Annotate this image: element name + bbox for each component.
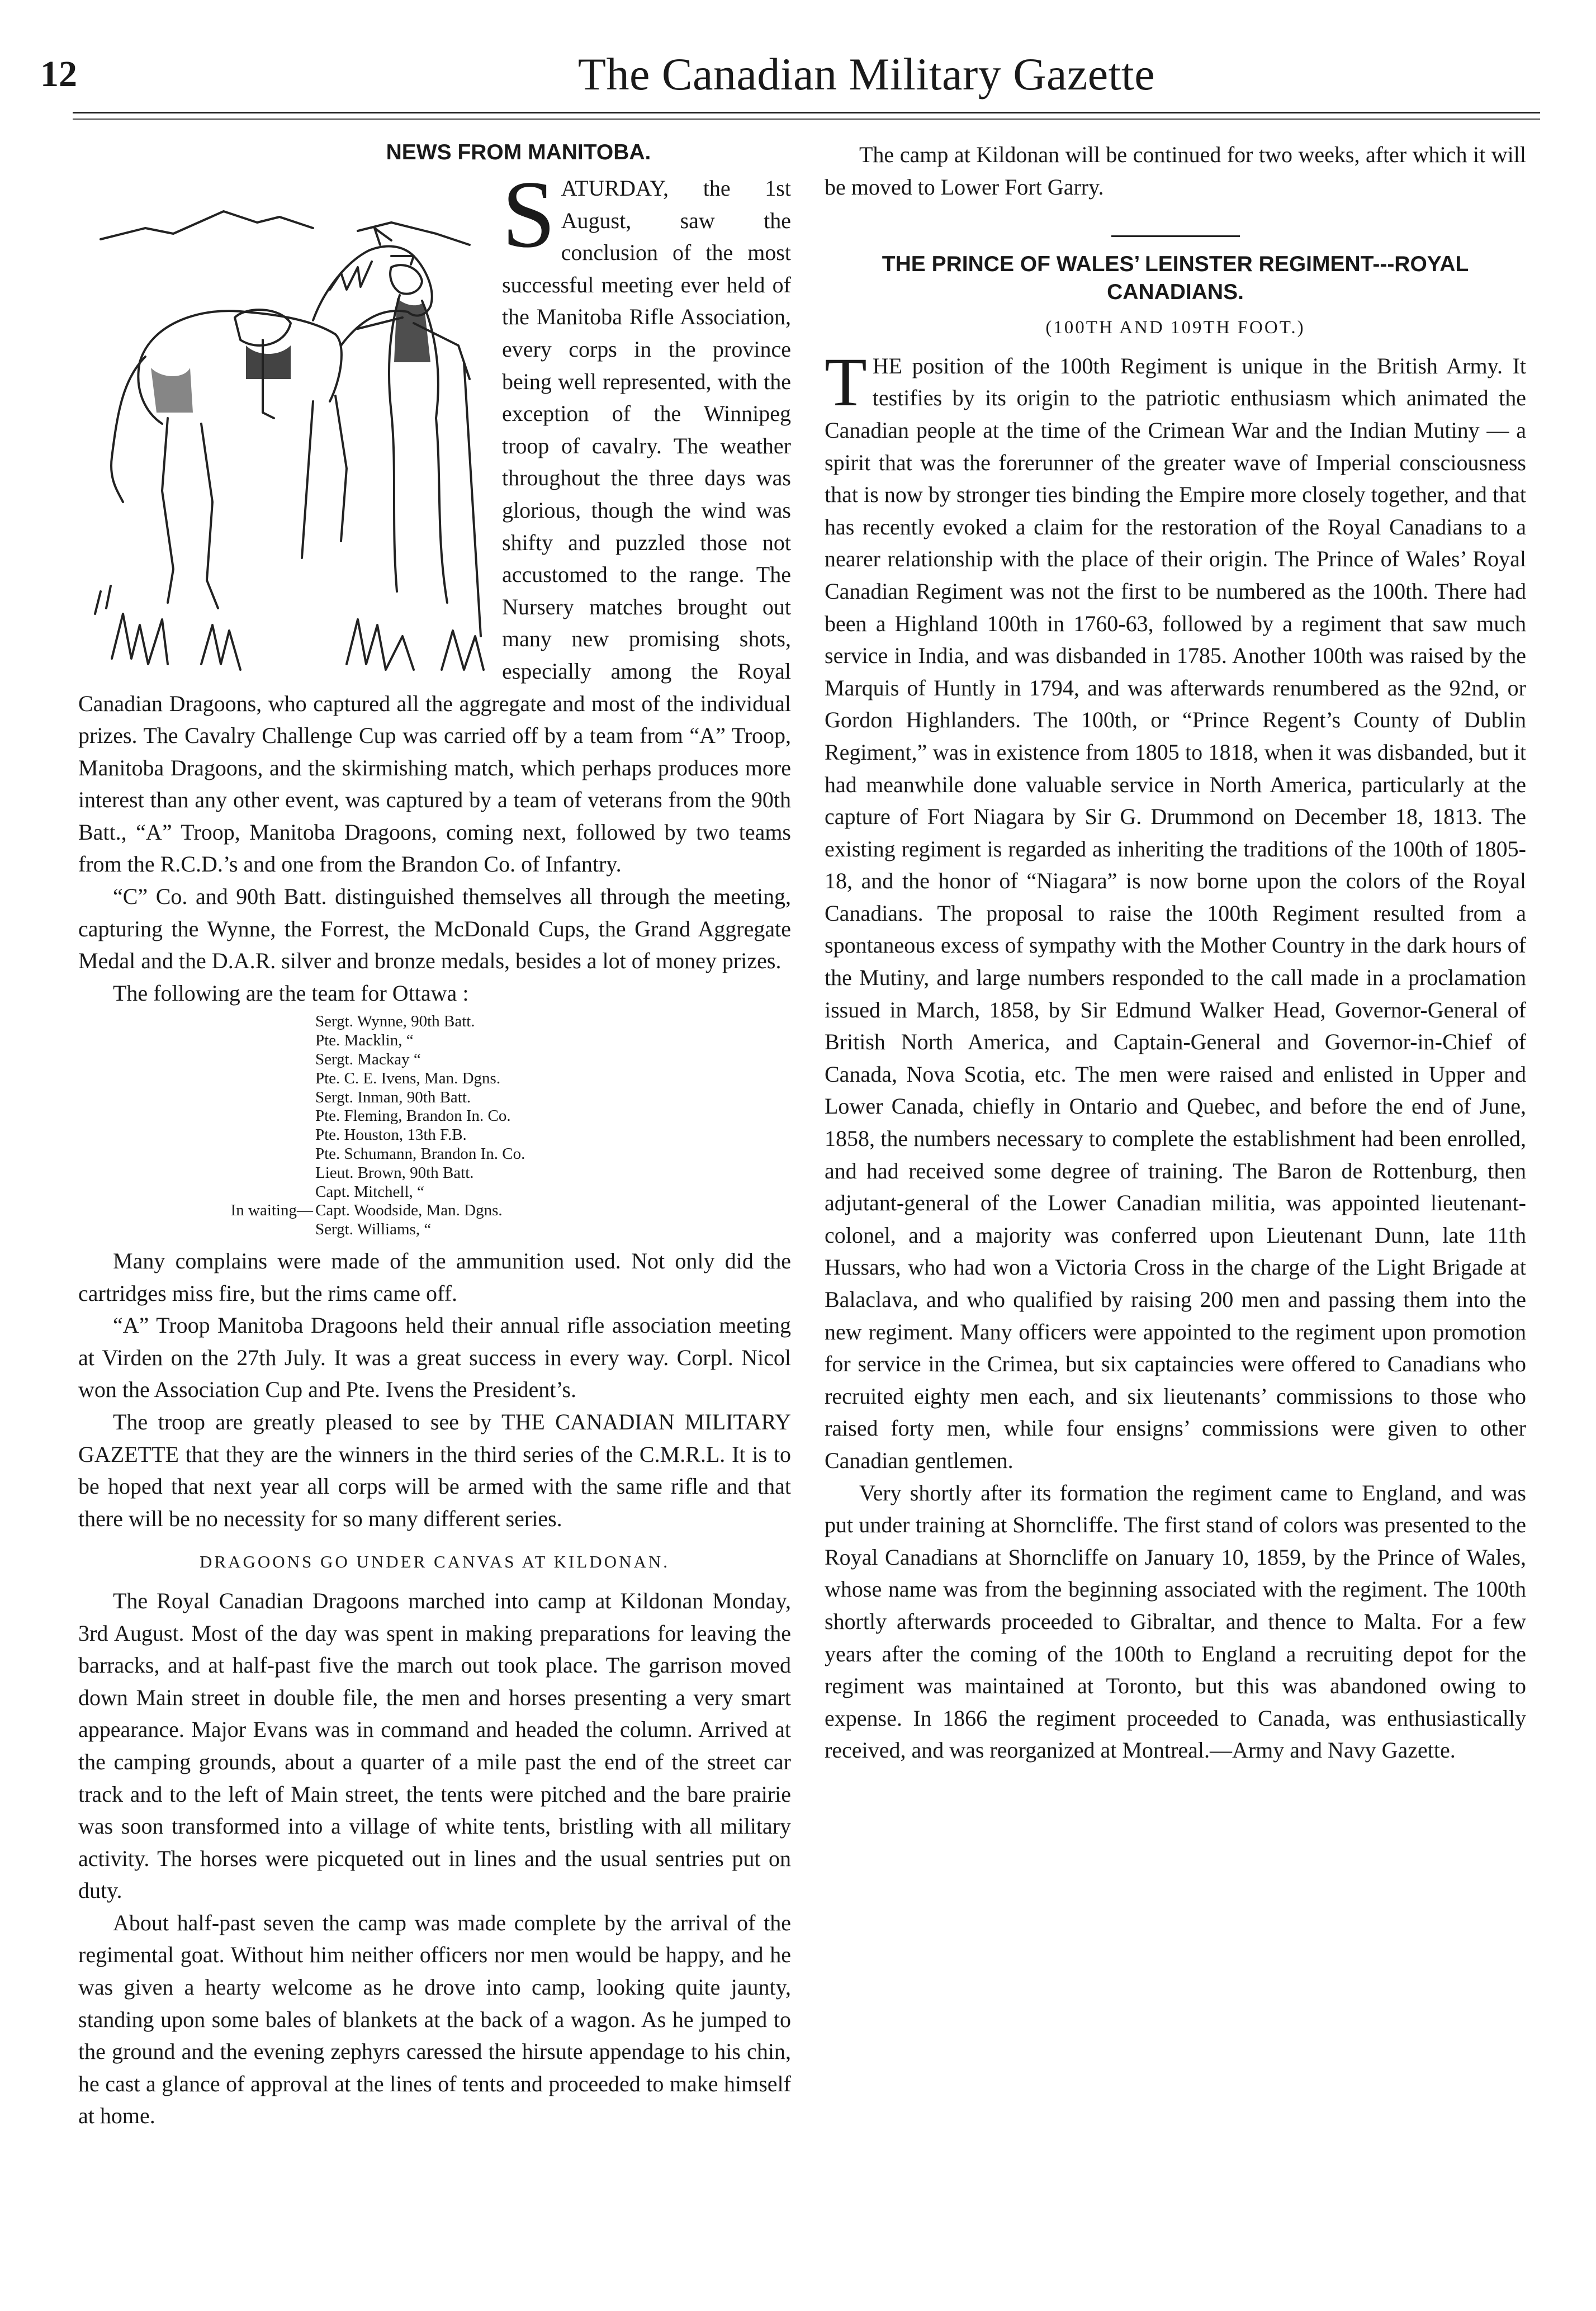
manitoba-heading: NEWS FROM MANITOBA. — [386, 140, 651, 164]
kildonan-paragraph-1: The Royal Canadian Dragoons marched into camp at Kildonan Monday, 3rd August. Most of the day was spent in making preparations for leaving the barracks, and at half-past five the march out took place. The garrison moved down Main street in double file, the men and horses presenting a very smart appearance. Major Evans was in command and headed the column. Arrived at the camping grounds, about a quarter of a mile past the end of the street car track and to the left of Main street, the tents were pitched and the bare prairie was soon transformed into a village of white tents, bristling with all military activity. The horses were picqueted out in lines and the usual sentries put on duty. — [78, 1588, 791, 1903]
team-member: Pte. C. E. Ivens, Man. Dgns. — [315, 1069, 501, 1087]
page-number: 12 — [40, 54, 77, 94]
right-column — [825, 139, 1526, 1767]
team-member: Pte. Fleming, Brandon In. Co. — [315, 1107, 511, 1125]
kildonan-paragraph-2: About half-past seven the camp was made complete by the arrival of the regimental goat. Without him neither officers nor men would be happy, and he was given a hearty welcome as he drove into camp, looking quite jaunty, standing upon some bales of blankets at the back of a wagon. As he jumped to the ground and the evening zephyrs caressed the hirsute appendage to his chin, he cast a glance of approval at the lines of tents and proceeded to make himself at home. — [78, 1910, 791, 2129]
team-member: Pte. Houston, 13th F.B. — [315, 1126, 467, 1144]
manitoba-paragraph-2: “C” Co. and 90th Batt. distinguished themselves all through the meeting, capturing the Wynne, the Forrest, the McDonald Cups, the Grand Aggregate Medal and the D.A.R. silver and bronze medals, besides a lot of money prizes. — [78, 884, 791, 974]
team-member: Pte. Schumann, Brandon In. Co. — [315, 1145, 525, 1163]
manitoba-paragraph-4: Many complains were made of the ammunition used. Not only did the cartridges miss fire, but the rims came off. — [78, 1248, 791, 1306]
leinster-heading: THE PRINCE OF WALES’ LEINSTER REGIMENT---ROYAL CANADIANS. — [882, 252, 1469, 305]
team-member: Sergt. Williams, “ — [315, 1220, 432, 1239]
team-member: In waiting— Capt. Woodside, Man. Dgns. — [230, 1201, 503, 1220]
team-member: Pte. Macklin, “ — [315, 1031, 414, 1050]
header-rule-secondary — [73, 119, 1540, 120]
dropcap-t: T — [825, 343, 867, 420]
team-member: Capt. Mitchell, “ — [315, 1182, 424, 1201]
ottawa-team-list — [78, 1012, 791, 1239]
gazette-title: The Canadian Military Gazette — [577, 49, 1155, 100]
manitoba-paragraph-6: The troop are greatly pleased to see by THE CANADIAN MILITARY GAZETTE that they are the winners in the third series of the C.M.R.L. It is to be hoped that next year all corps will be armed with the same rifle and that there will be no necessity for so many different series. — [78, 1409, 791, 1531]
kildonan-paragraph-3: The camp at Kildonan will be continued for two weeks, after which it will be moved to Lower Fort Garry. — [825, 142, 1526, 200]
team-member: Sergt. Mackay “ — [315, 1050, 421, 1069]
leinster-paragraph-1: THE position of the 100th Regiment is unique in the British Army. It testifies by its origin to the patriotic enthusiasm which animated the Canadian people at the time of the Crimean War and the Indian Mutiny — a spirit that was the forerunner of the greater wave of Imperial consciousness that is now by stronger ties binding the Empire more closely together, and that has recently evoked a claim for the restoration of the Royal Canadians to a nearer relationship with the place of their origin. The Prince of Wales’ Royal Canadian Regiment was not the first to be numbered as the 100th. There had been a Highland 100th in 1760-63, followed by a regiment that saw much service in India, and was disbanded in 1785. Another 100th was raised by the Marquis of Huntly in 1794, and was afterwards renumbered as the 92nd, or Gordon Highlanders. The 100th, or “Prince Regent’s County of Dublin Regiment,” was in existence from 1805 to 1818, when it was disbanded, but it had meanwhile done valuable service in North America, particularly at the capture of Fort Niagara by Sir G. Drummond on December 18, 1813. The existing regiment is regarded as inheriting the traditions of the 100th of 1805-18, and the honor of “Niagara” is now borne upon the colors of the Royal Canadians. The proposal to raise the 100th Regiment resulted from a spontaneous excess of sympathy with the Mother Country in the dark hours of the Mutiny, and large numbers responded to the call made in a proclamation issued in March, 1858, by Sir Edmund Walker Head, Governor-General of British North America, and Captain-General and Governor-in-Chief of Canada, Nova Scotia, etc. The men were raised and enlisted in Upper and Lower Canada, chiefly in Ontario and Quebec, and before the end of June, 1858, the numbers necessary to complete the establishment had been enrolled, and had received some degree of training. The Baron de Rottenburg, then adjutant-general of the Lower Canadian militia, was appointed lieutenant-colonel, and a majority was conferred upon Lieutenant Dunn, late 11th Hussars, who had won a Victoria Cross in the charge of the Light Brigade at Balaclava, and who qualified by raising 200 men and passing them into the new regiment. Many officers were appointed to the regiment upon promotion for service in the Crimea, but six captaincies were offered to Canadians who recruited eighty men each, and six lieutenants’ commissions to those who raised forty men, while four ensigns’ commissions were given to other Canadian gentlemen. — [825, 343, 1526, 1473]
manitoba-paragraph-1: SATURDAY, the 1st August, saw the conclusion of the most successful meeting ever held of the Manitoba Rifle Association, every corps in the province being well represented, with the exception of the Winnipeg troop of cavalry. The weather throughout the three days was glorious, though the wind was shifty and puzzled those not accustomed to the range. The Nursery matches brought out many new promising shots, especially among the Royal Canadian Dragoons, who captured all the aggregate and most of the individual prizes. The Cavalry Challenge Cup was carried off by a team from “A” Troop, Manitoba Dragoons, and the skirmishing match, which perhaps produces more interest than any other event, was captured by a team of veterans from the 90th Batt., “A” Troop, Manitoba Dragoons, coming next, followed by two teams from the R.C.D.’s and one from the Brandon Co. of Infantry. — [78, 162, 791, 877]
leinster-paragraph-2: Very shortly after its formation the regiment came to England, and was put under training at Shorncliffe. The first stand of colors was presented to the Royal Canadians at Shorncliffe on January 10, 1859, by the Prince of Wales, whose name was from the beginning associated with the regiment. The 100th shortly afterwards proceeded to Gibraltar, and thence to Malta. For a few years after the coming of the 100th to England a recruiting depot for the regiment was maintained at Toronto, but this was abandoned owing to expense. In 1866 the regiment proceeded to Canada, was enthusiastically received, and was reorganized at Montreal.—Army and Navy Gazette. — [825, 1480, 1526, 1763]
section-rule — [1111, 235, 1240, 237]
team-member: Lieut. Brown, 90th Batt. — [315, 1163, 474, 1182]
leinster-subtitle: (100TH AND 109TH FOOT.) — [1045, 318, 1305, 338]
team-member: Sergt. Wynne, 90th Batt. — [315, 1012, 475, 1031]
dropcap-s: S — [502, 162, 556, 268]
team-member: Sergt. Inman, 90th Batt. — [315, 1088, 471, 1106]
cavalry-illustration — [78, 178, 492, 681]
manitoba-paragraph-5: “A” Troop Manitoba Dragoons held their annual rifle association meeting at Virden on the 27th July. It was a great success in every way. Corpl. Nicol won the Association Cup and Pte. Ivens the President’s. — [78, 1313, 791, 1403]
left-column — [78, 139, 791, 2132]
header-rule — [73, 112, 1540, 113]
manitoba-paragraph-3: The following are the team for Ottawa : — [113, 980, 469, 1006]
kildonan-subhead: DRAGOONS GO UNDER CANVAS AT KILDONAN. — [200, 1552, 670, 1572]
